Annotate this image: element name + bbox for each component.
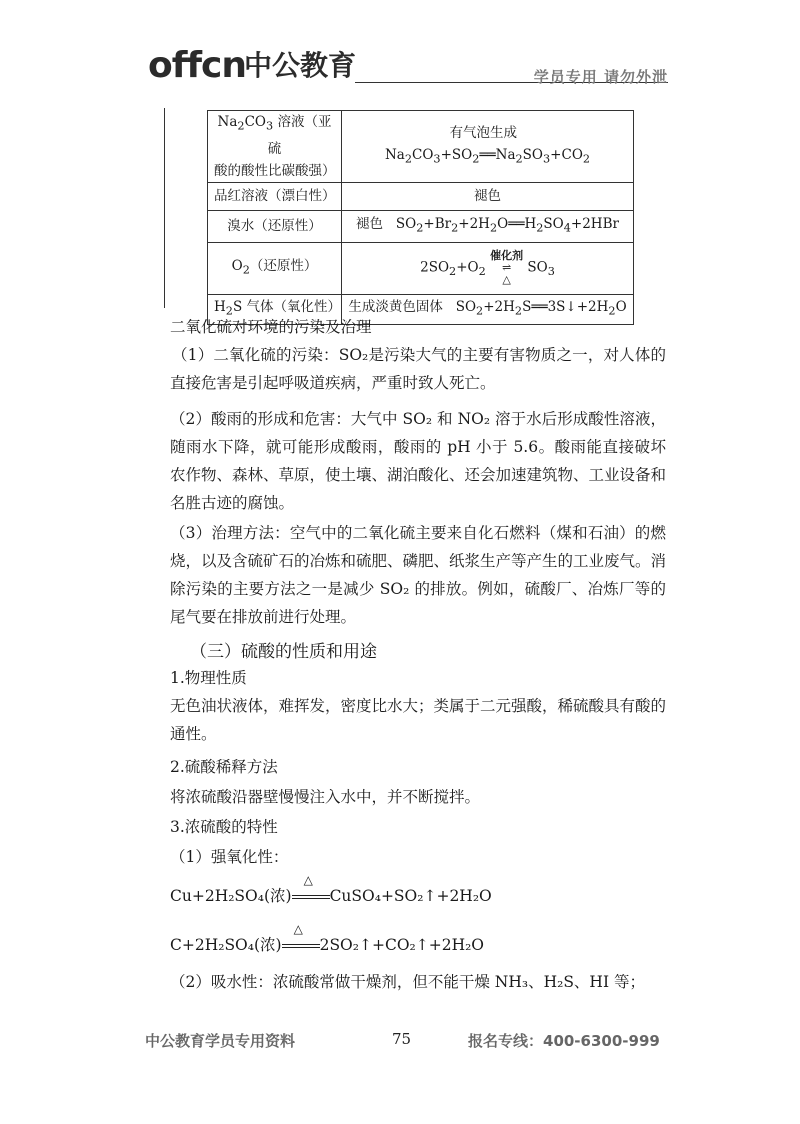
table-row [208, 182, 634, 210]
header-notice: 学员专用 请勿外泄 [533, 68, 668, 86]
table-row [208, 242, 634, 294]
table-row [208, 111, 634, 183]
equation-1 [170, 873, 492, 906]
footer-hotline: 报名专线：400-6300-999 [468, 1032, 660, 1050]
oxidizing-label: （1）强氧化性： [170, 848, 289, 866]
eq1-products: CuSO₄+SO₂↑+2H₂O [329, 887, 492, 905]
reagent-cell: $O_2$（还原性） [208, 242, 342, 294]
result-cell: $2SO_2+O_2$ 催化剂 ⇌ △ $SO_3$ [342, 242, 634, 294]
footer-left: 中公教育学员专用资料 [145, 1032, 296, 1050]
reagent-cell: 溴水（还原性） [208, 210, 342, 242]
dilution-text: 将浓硫酸沿器壁慢慢注入水中，并不断搅拌。 [170, 788, 481, 806]
env-p2: （2）酸雨的形成和危害：大气中 SO₂ 和 NO₂ 溶于水后形成酸性溶液，随雨水下降，就可能形成酸雨，酸雨的 pH 小于 5.6。酸雨能直接破坏农作物、森林、草原，使土壤、湖泊酸化、还会加速建筑物、工业设备和名胜古迹的腐蚀。 [170, 410, 667, 512]
reagent-cell: $H_2S$ 气体（氧化性） [208, 294, 342, 324]
brand-name: 中公教育 [244, 49, 357, 82]
so2-properties-table [207, 110, 634, 325]
physical-text: 无色油状液体，难挥发，密度比水大；类属于二元强酸，稀硫酸具有酸的通性。 [170, 697, 667, 743]
reagent-cell: $Na_2CO_3$ 溶液（亚硫 酸的酸性比碳酸强） [208, 111, 342, 183]
subheading-properties: 3.浓硫酸的特性 [170, 818, 278, 836]
result-cell: 褪色 [342, 182, 634, 210]
eq2-reactants: C+2H₂SO₄(浓) [170, 936, 282, 954]
result-cell: 生成淡黄色固体 $SO_2+2H_2S══3S↓+2H_2O$ [342, 294, 634, 324]
table-left-rule [164, 108, 165, 308]
equation-2 [170, 922, 485, 955]
eq1-reactants: Cu+2H₂SO₄(浓) [170, 887, 292, 905]
result-cell: 褪色 $SO_2+Br_2+2H_2O══H_2SO_4+2HBr$ [342, 210, 634, 242]
result-cell: 有气泡生成 $Na_2CO_3+SO_2══Na_2SO_3+CO_2$ [342, 111, 634, 183]
eq2-products: 2SO₂↑+CO₂↑+2H₂O [319, 936, 485, 954]
heat-symbol: △ [293, 922, 303, 936]
subheading-dilution: 2.硫酸稀释方法 [170, 758, 278, 776]
eq1-arrow [292, 873, 330, 905]
table-row [208, 210, 634, 242]
offcn-logo: offcn [148, 45, 247, 86]
env-p1: （1）二氧化硫的污染：SO₂是污染大气的主要有害物质之一，对人体的直接危害是引起呼吸道疾病，严重时致人死亡。 [170, 346, 666, 392]
hygroscopic-text: （2）吸水性：浓硫酸常做干燥剂，但不能干燥 NH₃、H₂S、HI 等； [170, 973, 645, 991]
env-p3: （3）治理方法：空气中的二氧化硫主要来自化石燃料（煤和石油）的燃烧，以及含硫矿石的冶炼和硫肥、磷肥、纸浆生产等产生的工业废气。消除污染的主要方法之一是减少 SO₂ 的排放。例如，硫酸厂、冶炼厂等的尾气要在排放前进行处理。 [170, 524, 667, 626]
eq2-arrow [282, 922, 320, 954]
env-title: 二氧化硫对环境的污染及治理 [170, 318, 372, 336]
reagent-cell: 品红溶液（漂白性） [208, 182, 342, 210]
page-number: 75 [392, 1030, 412, 1048]
subheading-physical: 1.物理性质 [170, 669, 247, 687]
page-header [148, 42, 668, 90]
section-heading: （三）硫酸的性质和用途 [190, 642, 377, 662]
heat-symbol: △ [303, 873, 313, 887]
